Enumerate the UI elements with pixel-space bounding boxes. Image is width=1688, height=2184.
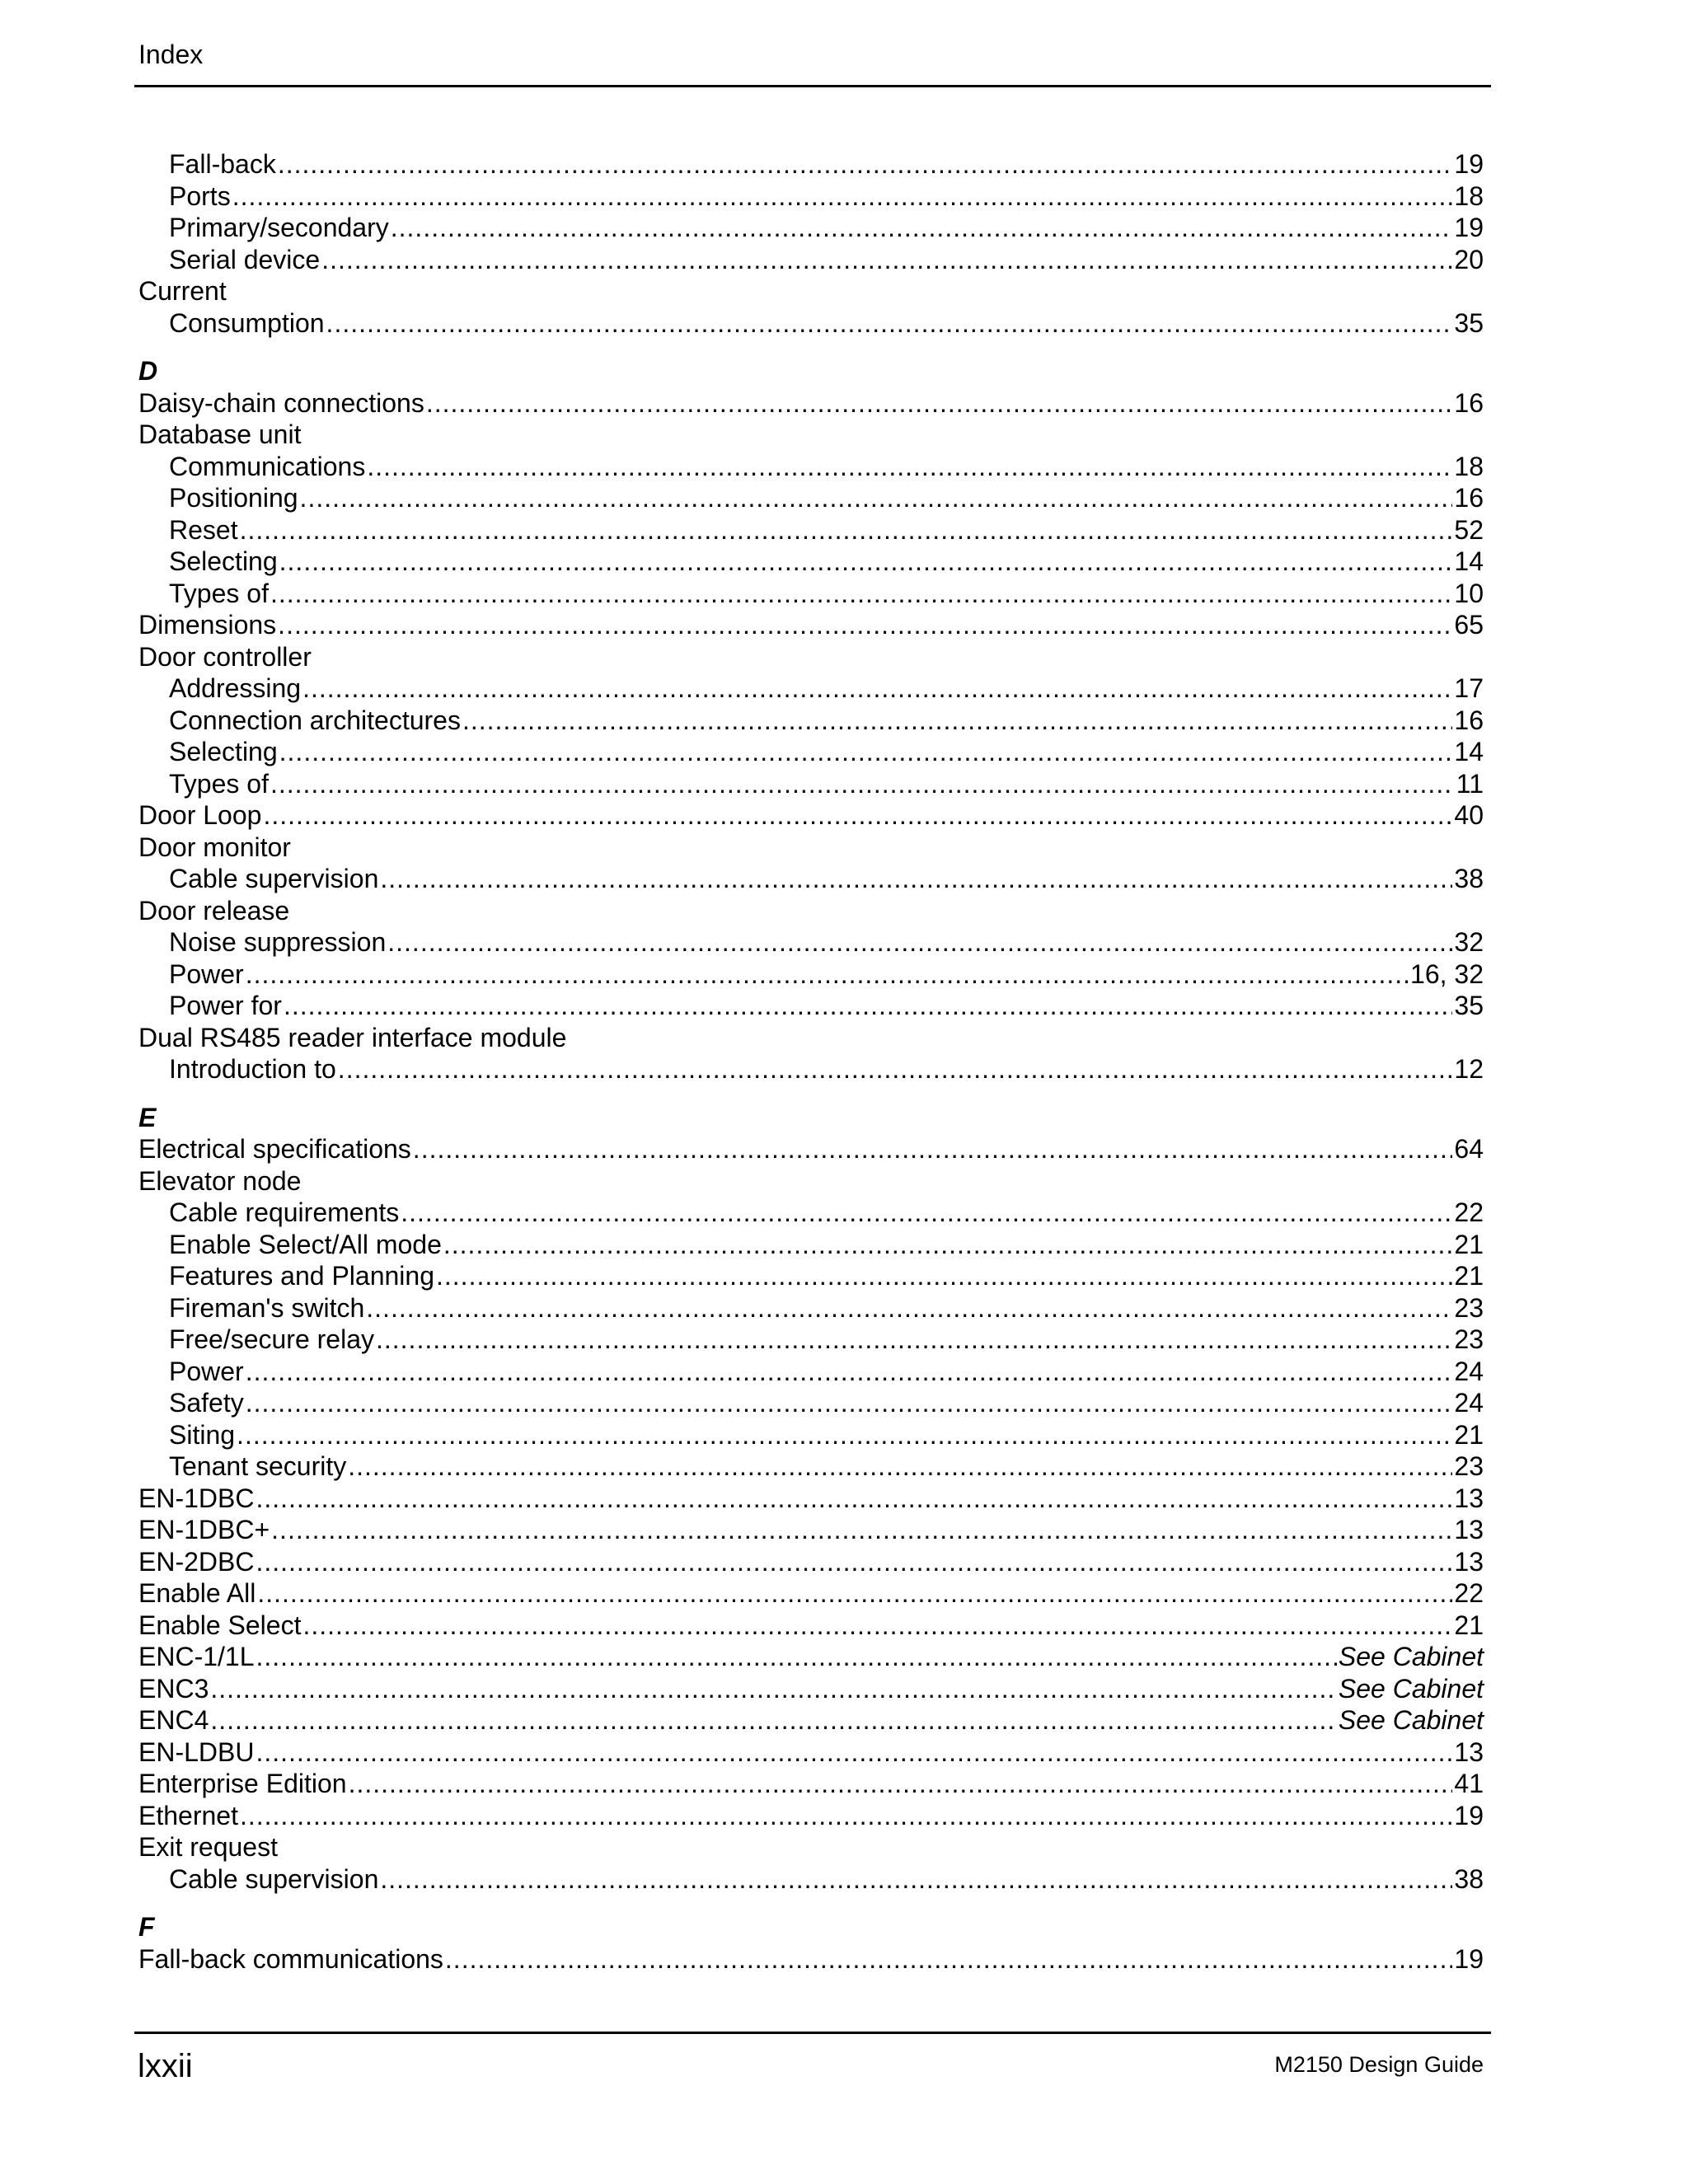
dot-leader bbox=[256, 1546, 1452, 1578]
index-page-ref: 38 bbox=[1454, 1863, 1484, 1894]
index-term: Daisy-chain connections bbox=[138, 387, 424, 418]
index-page-ref: 65 bbox=[1454, 610, 1484, 640]
index-subentry bbox=[138, 1863, 1484, 1896]
dot-leader bbox=[348, 1451, 1452, 1483]
index-page-ref: 14 bbox=[1454, 546, 1484, 576]
index-page-ref: 19 bbox=[1454, 213, 1484, 242]
dot-leader bbox=[445, 1943, 1453, 1975]
index-entry bbox=[138, 1133, 1484, 1165]
index-term: Siting bbox=[169, 1419, 236, 1450]
index-page-ref: 24 bbox=[1454, 1388, 1484, 1418]
index-page-ref: 21 bbox=[1454, 1610, 1484, 1640]
index-page-ref: See Cabinet bbox=[1338, 1673, 1484, 1704]
index-entry bbox=[138, 419, 1484, 451]
index-page-ref: 10 bbox=[1454, 578, 1484, 608]
index-entry bbox=[138, 799, 1484, 832]
index-page-ref: 16 bbox=[1454, 483, 1484, 513]
index-page-ref: 19 bbox=[1454, 149, 1484, 179]
dot-leader bbox=[367, 451, 1452, 483]
dot-leader bbox=[366, 1292, 1452, 1324]
index-term: EN-2DBC bbox=[138, 1546, 255, 1577]
index-entry bbox=[138, 1768, 1484, 1800]
index-page-ref: 41 bbox=[1454, 1769, 1484, 1798]
index-term: Primary/secondary bbox=[169, 213, 389, 242]
index-term: Door Loop bbox=[138, 800, 262, 830]
index-page-ref: 20 bbox=[1454, 244, 1484, 274]
index-term: Communications bbox=[169, 451, 366, 481]
index-term: Enable Select bbox=[138, 1610, 302, 1640]
index-page-ref: 21 bbox=[1454, 1261, 1484, 1291]
index-subentry bbox=[138, 863, 1484, 895]
index-term: Types of bbox=[169, 578, 269, 608]
index-subentry bbox=[138, 1356, 1484, 1388]
dot-leader bbox=[278, 609, 1452, 641]
index-term: ENC4 bbox=[138, 1705, 209, 1735]
dot-leader bbox=[256, 1736, 1452, 1769]
index-term: Fall-back bbox=[169, 149, 276, 179]
index-term: ENC3 bbox=[138, 1673, 209, 1704]
index-term: Door monitor bbox=[138, 832, 291, 862]
index-subentry bbox=[138, 1260, 1484, 1292]
index-entry bbox=[138, 1610, 1484, 1642]
index-term: Selecting bbox=[169, 546, 278, 576]
dot-leader bbox=[391, 212, 1453, 244]
dot-leader bbox=[426, 387, 1453, 419]
dot-leader bbox=[270, 578, 1452, 610]
index-subentry bbox=[138, 1419, 1484, 1451]
index-page-ref: 16, 32 bbox=[1410, 958, 1484, 989]
dot-leader bbox=[232, 180, 1453, 213]
index-page-ref: 22 bbox=[1454, 1578, 1484, 1608]
dot-leader bbox=[338, 1053, 1453, 1085]
index-page-ref: 23 bbox=[1454, 1292, 1484, 1323]
index-entry bbox=[138, 1022, 1484, 1054]
index-page-ref: 21 bbox=[1454, 1229, 1484, 1259]
index-term: Types of bbox=[169, 768, 269, 799]
dot-leader bbox=[413, 1133, 1453, 1165]
index-term: Enable Select/All mode bbox=[169, 1229, 442, 1259]
dot-leader bbox=[278, 148, 1453, 180]
index-subentry bbox=[138, 673, 1484, 705]
index-entry bbox=[138, 1831, 1484, 1863]
index-subentry bbox=[138, 578, 1484, 610]
dot-leader bbox=[300, 482, 1453, 514]
index-entry bbox=[138, 1165, 1484, 1197]
index-entry bbox=[138, 895, 1484, 927]
index-subentry bbox=[138, 1229, 1484, 1261]
index-term: EN-LDBU bbox=[138, 1736, 255, 1767]
index-page-ref: 13 bbox=[1454, 1515, 1484, 1544]
dot-leader bbox=[380, 863, 1452, 895]
dot-leader bbox=[246, 1387, 1453, 1419]
index-term: Fall-back communications bbox=[138, 1943, 443, 1974]
index-term: EN-1DBC+ bbox=[138, 1515, 270, 1544]
index-entry bbox=[138, 832, 1484, 864]
dot-leader bbox=[257, 1577, 1452, 1610]
index-term: Exit request bbox=[138, 1832, 278, 1862]
index-page-ref: 22 bbox=[1454, 1197, 1484, 1227]
dot-leader bbox=[270, 768, 1455, 800]
dot-leader bbox=[326, 307, 1453, 340]
index-subentry bbox=[138, 768, 1484, 800]
footer-page-number: lxxii bbox=[138, 2048, 193, 2084]
dot-leader bbox=[284, 990, 1452, 1022]
index-term: Tenant security bbox=[169, 1451, 347, 1481]
dot-leader bbox=[263, 799, 1452, 832]
index-entry bbox=[138, 1577, 1484, 1610]
index-page-ref: 52 bbox=[1454, 514, 1484, 545]
index-term: Ports bbox=[169, 180, 231, 211]
index-term: EN-1DBC bbox=[138, 1483, 255, 1513]
dot-leader bbox=[246, 1356, 1453, 1388]
dot-leader bbox=[302, 673, 1452, 705]
header-rule bbox=[134, 85, 1491, 87]
index-page-ref: 16 bbox=[1454, 387, 1484, 418]
dot-leader bbox=[237, 1419, 1452, 1451]
index-term: Addressing bbox=[169, 673, 302, 703]
index-term: Dimensions bbox=[138, 610, 277, 640]
index-entry bbox=[138, 1514, 1484, 1546]
index-subentry bbox=[138, 958, 1484, 991]
dot-leader bbox=[387, 926, 1452, 958]
index-subentry bbox=[138, 482, 1484, 514]
index-page-ref: 35 bbox=[1454, 991, 1484, 1020]
index-term: Enable All bbox=[138, 1578, 256, 1608]
index-subentry bbox=[138, 212, 1484, 244]
index-section-letter: F bbox=[138, 1912, 155, 1942]
index-term: Cable requirements bbox=[169, 1197, 400, 1227]
index-term: Cable supervision bbox=[169, 864, 379, 893]
index-term: Serial device bbox=[169, 244, 321, 274]
dot-leader bbox=[436, 1260, 1452, 1292]
index-page-ref: 13 bbox=[1454, 1483, 1484, 1513]
index-term: Current bbox=[138, 276, 227, 306]
index-entry bbox=[138, 641, 1484, 673]
index-page-ref: 18 bbox=[1454, 451, 1484, 481]
index-page-ref: 32 bbox=[1454, 927, 1484, 957]
dot-leader bbox=[240, 1800, 1452, 1832]
index-term: Power for bbox=[169, 991, 282, 1020]
index-subentry bbox=[138, 1197, 1484, 1229]
dot-leader bbox=[256, 1641, 1337, 1673]
index-term: Dual RS485 reader interface module bbox=[138, 1022, 567, 1052]
index-page-ref: 24 bbox=[1454, 1356, 1484, 1386]
index-entry bbox=[138, 387, 1484, 419]
dot-leader bbox=[380, 1863, 1452, 1896]
index-page-ref: 12 bbox=[1454, 1054, 1484, 1084]
index-page-ref: 11 bbox=[1456, 768, 1484, 799]
dot-leader bbox=[349, 1768, 1453, 1800]
footer-rule bbox=[134, 2032, 1491, 2034]
index-term: Ethernet bbox=[138, 1800, 238, 1830]
index-entry bbox=[138, 1704, 1484, 1736]
index-page-ref: 13 bbox=[1454, 1546, 1484, 1577]
index-page-ref: 14 bbox=[1454, 737, 1484, 766]
index-page-ref: 21 bbox=[1454, 1419, 1484, 1450]
index-subentry bbox=[138, 990, 1484, 1022]
index-subentry bbox=[138, 148, 1484, 180]
index-entry bbox=[138, 1673, 1484, 1705]
index-subentry bbox=[138, 451, 1484, 483]
index-subentry bbox=[138, 736, 1484, 768]
index-page-ref: 23 bbox=[1454, 1451, 1484, 1481]
index-term: Database unit bbox=[138, 419, 302, 449]
index-entry bbox=[138, 1483, 1484, 1515]
index-entry bbox=[138, 1546, 1484, 1578]
dot-leader bbox=[256, 1483, 1452, 1515]
index-term: Electrical specifications bbox=[138, 1134, 411, 1164]
dot-leader bbox=[443, 1229, 1453, 1261]
index-page-ref: 13 bbox=[1454, 1736, 1484, 1767]
index-term: ENC-1/1L bbox=[138, 1642, 255, 1671]
index-section-letter: E bbox=[138, 1102, 157, 1132]
dot-leader bbox=[240, 514, 1453, 546]
index-entry bbox=[138, 1641, 1484, 1673]
dot-leader bbox=[246, 958, 1409, 991]
index-entry bbox=[138, 275, 1484, 307]
index-section-letter: D bbox=[138, 356, 158, 386]
dot-leader bbox=[401, 1197, 1452, 1229]
index-entry bbox=[138, 1800, 1484, 1832]
index-term: Enterprise Edition bbox=[138, 1769, 347, 1798]
index-entry bbox=[138, 1943, 1484, 1975]
index-subentry bbox=[138, 1292, 1484, 1324]
index-term: Power bbox=[169, 958, 244, 989]
index-subentry bbox=[138, 546, 1484, 578]
index-page-ref: 19 bbox=[1454, 1943, 1484, 1974]
index-subentry bbox=[138, 514, 1484, 546]
index-list bbox=[138, 148, 1484, 1975]
index-term: Cable supervision bbox=[169, 1863, 379, 1894]
dot-leader bbox=[462, 705, 1452, 737]
index-term: Connection architectures bbox=[169, 705, 461, 735]
index-subentry bbox=[138, 1387, 1484, 1419]
index-term: Positioning bbox=[169, 483, 298, 513]
index-term: Introduction to bbox=[169, 1054, 336, 1084]
index-entry bbox=[138, 1736, 1484, 1769]
index-term: Noise suppression bbox=[169, 927, 387, 957]
index-term: Power bbox=[169, 1356, 244, 1386]
index-term: Elevator node bbox=[138, 1165, 302, 1196]
index-subentry bbox=[138, 705, 1484, 737]
index-term: Consumption bbox=[169, 307, 325, 338]
index-entry bbox=[138, 609, 1484, 641]
index-page-ref: 19 bbox=[1454, 1800, 1484, 1830]
dot-leader bbox=[302, 1610, 1452, 1642]
index-page-ref: 23 bbox=[1454, 1324, 1484, 1354]
running-header-title: Index bbox=[138, 40, 204, 69]
index-term: Door controller bbox=[138, 641, 312, 672]
dot-leader bbox=[279, 736, 1453, 768]
index-page-ref: See Cabinet bbox=[1338, 1642, 1484, 1671]
dot-leader bbox=[210, 1673, 1337, 1705]
dot-leader bbox=[376, 1324, 1452, 1356]
index-page-ref: 35 bbox=[1454, 307, 1484, 338]
index-term: Door release bbox=[138, 895, 290, 926]
dot-leader bbox=[271, 1514, 1452, 1546]
index-subentry bbox=[138, 926, 1484, 958]
index-term: Safety bbox=[169, 1388, 244, 1418]
index-term: Free/secure relay bbox=[169, 1324, 374, 1354]
index-subentry bbox=[138, 1324, 1484, 1356]
index-page-ref: See Cabinet bbox=[1338, 1705, 1484, 1735]
dot-leader bbox=[279, 546, 1453, 578]
index-subentry bbox=[138, 244, 1484, 276]
index-page-ref: 17 bbox=[1454, 673, 1484, 703]
index-subentry bbox=[138, 307, 1484, 340]
index-page-ref: 64 bbox=[1454, 1134, 1484, 1164]
index-term: Selecting bbox=[169, 737, 278, 766]
dot-leader bbox=[321, 244, 1452, 276]
index-page-ref: 40 bbox=[1454, 800, 1484, 830]
index-term: Reset bbox=[169, 514, 238, 545]
footer-document-title: M2150 Design Guide bbox=[1274, 2052, 1484, 2077]
index-term: Features and Planning bbox=[169, 1261, 434, 1291]
index-subentry bbox=[138, 180, 1484, 213]
index-page-ref: 16 bbox=[1454, 705, 1484, 735]
index-page-ref: 18 bbox=[1454, 180, 1484, 211]
index-subentry bbox=[138, 1451, 1484, 1483]
dot-leader bbox=[210, 1704, 1337, 1736]
index-page-ref: 38 bbox=[1454, 864, 1484, 893]
index-subentry bbox=[138, 1053, 1484, 1085]
index-term: Fireman's switch bbox=[169, 1292, 365, 1323]
